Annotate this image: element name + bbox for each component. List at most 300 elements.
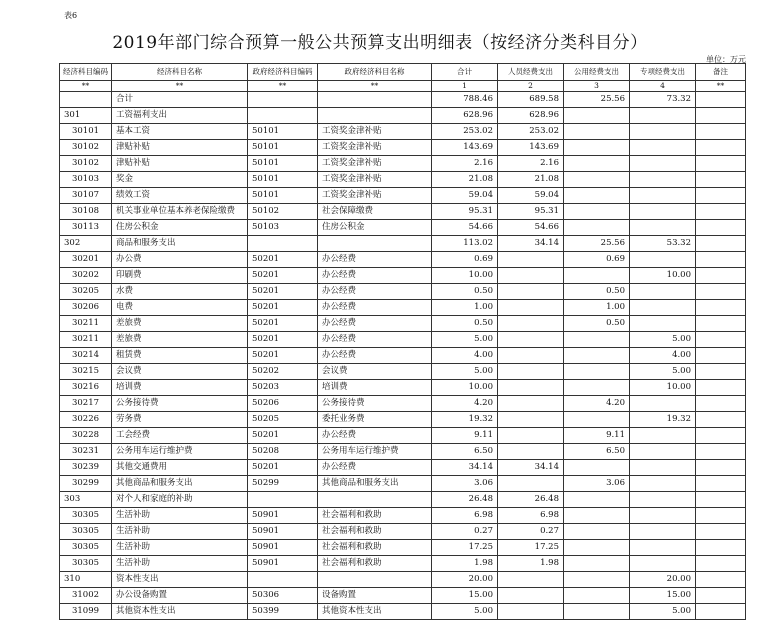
cell-public xyxy=(564,572,630,588)
cell-gov-code: 50306 xyxy=(248,588,318,604)
cell-code: 30205 xyxy=(60,284,112,300)
budget-table xyxy=(59,63,746,620)
cell-note xyxy=(696,364,746,380)
cell-special: 20.00 xyxy=(630,572,696,588)
cell-total: 4.20 xyxy=(432,396,498,412)
cell-gov-code: 50201 xyxy=(248,428,318,444)
cell-total: 6.50 xyxy=(432,444,498,460)
cell-special xyxy=(630,540,696,556)
cell-note xyxy=(696,316,746,332)
cell-name: 合计 xyxy=(112,92,248,108)
cell-gov-name: 工资奖金津补贴 xyxy=(318,188,432,204)
cell-special xyxy=(630,140,696,156)
cell-name: 公务用车运行维护费 xyxy=(112,444,248,460)
cell-note xyxy=(696,268,746,284)
cell-gov-name: 培训费 xyxy=(318,380,432,396)
cell-note xyxy=(696,332,746,348)
header-cell-gov-name: 政府经济科目名称 xyxy=(318,64,432,81)
cell-total: 3.06 xyxy=(432,476,498,492)
cell-total: 10.00 xyxy=(432,268,498,284)
cell-gov-code: 50201 xyxy=(248,284,318,300)
cell-public: 1.00 xyxy=(564,300,630,316)
cell-note xyxy=(696,604,746,620)
cell-personnel xyxy=(498,428,564,444)
cell-code: 30101 xyxy=(60,124,112,140)
cell-personnel: 1.98 xyxy=(498,556,564,572)
cell-gov-code xyxy=(248,108,318,124)
cell-note xyxy=(696,348,746,364)
cell-gov-code: 50101 xyxy=(248,140,318,156)
cell-note xyxy=(696,556,746,572)
cell-note xyxy=(696,156,746,172)
table-row xyxy=(60,588,746,604)
page-title: 2019年部门综合预算一般公共预算支出明细表（按经济分类科目分） xyxy=(112,33,648,53)
cell-code: 302 xyxy=(60,236,112,252)
cell-name: 资本性支出 xyxy=(112,572,248,588)
cell-gov-code: 50101 xyxy=(248,156,318,172)
cell-name: 绩效工资 xyxy=(112,188,248,204)
cell-code: 30108 xyxy=(60,204,112,220)
subheader-cell: 1 xyxy=(432,81,498,92)
cell-personnel xyxy=(498,364,564,380)
table-row xyxy=(60,380,746,396)
cell-name: 工会经费 xyxy=(112,428,248,444)
cell-public xyxy=(564,380,630,396)
table-row xyxy=(60,492,746,508)
cell-note xyxy=(696,188,746,204)
table-row xyxy=(60,412,746,428)
table-row xyxy=(60,284,746,300)
cell-personnel xyxy=(498,332,564,348)
cell-gov-code: 50901 xyxy=(248,508,318,524)
cell-special: 73.32 xyxy=(630,92,696,108)
cell-gov-code: 50101 xyxy=(248,188,318,204)
cell-special xyxy=(630,172,696,188)
cell-gov-code: 50101 xyxy=(248,124,318,140)
cell-special xyxy=(630,316,696,332)
table-body xyxy=(60,92,746,620)
cell-special: 10.00 xyxy=(630,268,696,284)
cell-special xyxy=(630,284,696,300)
cell-personnel: 59.04 xyxy=(498,188,564,204)
cell-code: 30231 xyxy=(60,444,112,460)
cell-name: 津贴补贴 xyxy=(112,156,248,172)
cell-gov-code: 50206 xyxy=(248,396,318,412)
cell-name: 差旅费 xyxy=(112,316,248,332)
cell-gov-code: 50201 xyxy=(248,316,318,332)
table-row xyxy=(60,476,746,492)
cell-special xyxy=(630,124,696,140)
cell-gov-code: 50103 xyxy=(248,220,318,236)
cell-personnel: 6.98 xyxy=(498,508,564,524)
cell-name: 办公费 xyxy=(112,252,248,268)
table-row xyxy=(60,124,746,140)
cell-code: 30305 xyxy=(60,508,112,524)
table-row xyxy=(60,572,746,588)
table-row xyxy=(60,316,746,332)
cell-gov-code: 50205 xyxy=(248,412,318,428)
subheader-row xyxy=(60,81,746,92)
cell-public: 25.56 xyxy=(564,92,630,108)
cell-code: 310 xyxy=(60,572,112,588)
cell-code: 30211 xyxy=(60,316,112,332)
cell-code: 30299 xyxy=(60,476,112,492)
cell-public: 6.50 xyxy=(564,444,630,460)
cell-note xyxy=(696,204,746,220)
cell-gov-name: 设备购置 xyxy=(318,588,432,604)
header-cell-personnel: 人员经费支出 xyxy=(498,64,564,81)
cell-name: 奖金 xyxy=(112,172,248,188)
subheader-cell: 2 xyxy=(498,81,564,92)
cell-code: 30217 xyxy=(60,396,112,412)
cell-name: 电费 xyxy=(112,300,248,316)
cell-note xyxy=(696,588,746,604)
table-row xyxy=(60,556,746,572)
cell-gov-name: 社会福利和救助 xyxy=(318,508,432,524)
cell-code: 30305 xyxy=(60,556,112,572)
cell-special xyxy=(630,156,696,172)
table-row xyxy=(60,92,746,108)
cell-gov-name: 会议费 xyxy=(318,364,432,380)
cell-code: 30226 xyxy=(60,412,112,428)
cell-public: 0.50 xyxy=(564,316,630,332)
cell-personnel xyxy=(498,348,564,364)
table-row xyxy=(60,204,746,220)
cell-personnel: 26.48 xyxy=(498,492,564,508)
cell-gov-code: 50208 xyxy=(248,444,318,460)
cell-public xyxy=(564,220,630,236)
cell-total: 5.00 xyxy=(432,604,498,620)
cell-note xyxy=(696,412,746,428)
cell-name: 生活补助 xyxy=(112,524,248,540)
cell-gov-name: 办公经费 xyxy=(318,300,432,316)
cell-note xyxy=(696,300,746,316)
cell-name: 对个人和家庭的补助 xyxy=(112,492,248,508)
cell-special xyxy=(630,524,696,540)
cell-public: 0.69 xyxy=(564,252,630,268)
subheader-cell: 3 xyxy=(564,81,630,92)
cell-gov-code: 50901 xyxy=(248,556,318,572)
cell-gov-code: 50201 xyxy=(248,460,318,476)
table-row xyxy=(60,508,746,524)
cell-gov-name: 办公经费 xyxy=(318,428,432,444)
cell-personnel xyxy=(498,284,564,300)
cell-gov-name: 办公经费 xyxy=(318,252,432,268)
cell-name: 基本工资 xyxy=(112,124,248,140)
header-cell-public: 公用经费支出 xyxy=(564,64,630,81)
cell-name: 商品和服务支出 xyxy=(112,236,248,252)
cell-name: 住房公积金 xyxy=(112,220,248,236)
cell-gov-name: 公务接待费 xyxy=(318,396,432,412)
cell-gov-code: 50901 xyxy=(248,540,318,556)
header-cell-gov-code: 政府经济科目编码 xyxy=(248,64,318,81)
cell-code: 30103 xyxy=(60,172,112,188)
cell-public xyxy=(564,604,630,620)
cell-special: 5.00 xyxy=(630,332,696,348)
cell-total: 4.00 xyxy=(432,348,498,364)
cell-gov-code xyxy=(248,92,318,108)
cell-code: 30201 xyxy=(60,252,112,268)
cell-total: 17.25 xyxy=(432,540,498,556)
cell-special xyxy=(630,444,696,460)
cell-name: 租赁费 xyxy=(112,348,248,364)
header-cell-special: 专项经费支出 xyxy=(630,64,696,81)
cell-gov-name: 办公经费 xyxy=(318,316,432,332)
subheader-cell: ** xyxy=(60,81,112,92)
cell-public xyxy=(564,364,630,380)
cell-name: 其他交通费用 xyxy=(112,460,248,476)
cell-personnel xyxy=(498,572,564,588)
cell-note xyxy=(696,140,746,156)
cell-total: 113.02 xyxy=(432,236,498,252)
cell-gov-code: 50201 xyxy=(248,300,318,316)
cell-gov-name: 公务用车运行维护费 xyxy=(318,444,432,460)
cell-total: 21.08 xyxy=(432,172,498,188)
cell-note xyxy=(696,380,746,396)
cell-total: 59.04 xyxy=(432,188,498,204)
cell-gov-code: 50299 xyxy=(248,476,318,492)
cell-total: 628.96 xyxy=(432,108,498,124)
cell-personnel xyxy=(498,476,564,492)
cell-note xyxy=(696,124,746,140)
cell-personnel: 2.16 xyxy=(498,156,564,172)
cell-special xyxy=(630,220,696,236)
cell-gov-name xyxy=(318,492,432,508)
cell-code: 30215 xyxy=(60,364,112,380)
cell-personnel: 689.58 xyxy=(498,92,564,108)
subheader-cell: ** xyxy=(318,81,432,92)
cell-total: 0.50 xyxy=(432,316,498,332)
cell-gov-name: 办公经费 xyxy=(318,284,432,300)
table-row xyxy=(60,172,746,188)
cell-code: 30206 xyxy=(60,300,112,316)
cell-public xyxy=(564,204,630,220)
cell-gov-name: 办公经费 xyxy=(318,332,432,348)
table-row xyxy=(60,108,746,124)
table-row xyxy=(60,348,746,364)
cell-personnel xyxy=(498,300,564,316)
cell-gov-code: 50102 xyxy=(248,204,318,220)
header-cell-note: 备注 xyxy=(696,64,746,81)
cell-note xyxy=(696,92,746,108)
cell-total: 10.00 xyxy=(432,380,498,396)
cell-gov-name xyxy=(318,236,432,252)
cell-gov-name: 委托业务费 xyxy=(318,412,432,428)
table-row xyxy=(60,236,746,252)
cell-personnel xyxy=(498,268,564,284)
cell-code: 30228 xyxy=(60,428,112,444)
cell-note xyxy=(696,492,746,508)
cell-name: 差旅费 xyxy=(112,332,248,348)
cell-gov-code: 50399 xyxy=(248,604,318,620)
subheader-cell: ** xyxy=(248,81,318,92)
cell-name: 其他资本性支出 xyxy=(112,604,248,620)
cell-total: 5.00 xyxy=(432,332,498,348)
cell-code: 30239 xyxy=(60,460,112,476)
cell-special xyxy=(630,108,696,124)
cell-public xyxy=(564,348,630,364)
cell-gov-code: 50201 xyxy=(248,332,318,348)
cell-personnel xyxy=(498,588,564,604)
cell-code: 30102 xyxy=(60,156,112,172)
cell-special: 15.00 xyxy=(630,588,696,604)
cell-public xyxy=(564,556,630,572)
cell-gov-code: 50201 xyxy=(248,268,318,284)
cell-gov-name: 工资奖金津补贴 xyxy=(318,156,432,172)
cell-public: 0.50 xyxy=(564,284,630,300)
cell-gov-name xyxy=(318,92,432,108)
cell-gov-name: 社会福利和救助 xyxy=(318,524,432,540)
table-row xyxy=(60,300,746,316)
cell-personnel: 95.31 xyxy=(498,204,564,220)
cell-note xyxy=(696,428,746,444)
cell-special: 4.00 xyxy=(630,348,696,364)
cell-personnel xyxy=(498,412,564,428)
table-row xyxy=(60,188,746,204)
cell-gov-name: 工资奖金津补贴 xyxy=(318,140,432,156)
cell-public: 3.06 xyxy=(564,476,630,492)
cell-public xyxy=(564,492,630,508)
cell-gov-code: 50202 xyxy=(248,364,318,380)
cell-name: 生活补助 xyxy=(112,540,248,556)
cell-total: 143.69 xyxy=(432,140,498,156)
cell-total: 5.00 xyxy=(432,364,498,380)
table-row xyxy=(60,444,746,460)
cell-gov-name: 办公经费 xyxy=(318,268,432,284)
cell-gov-code xyxy=(248,492,318,508)
cell-note xyxy=(696,444,746,460)
table-number-tag: 表6 xyxy=(64,11,78,20)
cell-total: 34.14 xyxy=(432,460,498,476)
cell-code xyxy=(60,92,112,108)
cell-personnel: 34.14 xyxy=(498,460,564,476)
cell-note xyxy=(696,524,746,540)
cell-total: 95.31 xyxy=(432,204,498,220)
cell-name: 办公设备购置 xyxy=(112,588,248,604)
cell-public xyxy=(564,508,630,524)
header-cell-total: 合计 xyxy=(432,64,498,81)
cell-name: 生活补助 xyxy=(112,556,248,572)
cell-gov-code xyxy=(248,236,318,252)
cell-gov-name: 社会保障缴费 xyxy=(318,204,432,220)
cell-gov-name: 工资奖金津补贴 xyxy=(318,172,432,188)
cell-note xyxy=(696,572,746,588)
subheader-cell: ** xyxy=(112,81,248,92)
cell-total: 0.50 xyxy=(432,284,498,300)
cell-name: 生活补助 xyxy=(112,508,248,524)
cell-gov-code: 50201 xyxy=(248,348,318,364)
cell-note xyxy=(696,508,746,524)
cell-special xyxy=(630,252,696,268)
cell-special xyxy=(630,428,696,444)
unit-label: 单位：万元 xyxy=(706,55,746,64)
cell-code: 303 xyxy=(60,492,112,508)
table-row xyxy=(60,604,746,620)
cell-gov-name: 其他商品和服务支出 xyxy=(318,476,432,492)
cell-special: 53.32 xyxy=(630,236,696,252)
cell-name: 工资福利支出 xyxy=(112,108,248,124)
cell-gov-name: 其他资本性支出 xyxy=(318,604,432,620)
cell-note xyxy=(696,252,746,268)
cell-personnel: 143.69 xyxy=(498,140,564,156)
table-row xyxy=(60,268,746,284)
header-row xyxy=(60,64,746,81)
table-row xyxy=(60,396,746,412)
table-row xyxy=(60,460,746,476)
cell-code: 30214 xyxy=(60,348,112,364)
cell-special xyxy=(630,492,696,508)
cell-public: 25.56 xyxy=(564,236,630,252)
cell-personnel: 0.27 xyxy=(498,524,564,540)
cell-total: 0.27 xyxy=(432,524,498,540)
cell-personnel: 54.66 xyxy=(498,220,564,236)
cell-public xyxy=(564,332,630,348)
cell-special: 5.00 xyxy=(630,604,696,620)
table-row xyxy=(60,364,746,380)
cell-total: 1.98 xyxy=(432,556,498,572)
subheader-cell: ** xyxy=(696,81,746,92)
cell-note xyxy=(696,476,746,492)
cell-public xyxy=(564,124,630,140)
cell-total: 54.66 xyxy=(432,220,498,236)
cell-note xyxy=(696,396,746,412)
header-cell-name: 经济科目名称 xyxy=(112,64,248,81)
cell-total: 26.48 xyxy=(432,492,498,508)
cell-total: 1.00 xyxy=(432,300,498,316)
cell-special xyxy=(630,476,696,492)
cell-total: 6.98 xyxy=(432,508,498,524)
cell-public xyxy=(564,588,630,604)
cell-total: 9.11 xyxy=(432,428,498,444)
cell-code: 31099 xyxy=(60,604,112,620)
cell-total: 15.00 xyxy=(432,588,498,604)
cell-name: 公务接待费 xyxy=(112,396,248,412)
cell-public xyxy=(564,140,630,156)
cell-name: 其他商品和服务支出 xyxy=(112,476,248,492)
cell-name: 劳务费 xyxy=(112,412,248,428)
cell-special xyxy=(630,556,696,572)
cell-note xyxy=(696,172,746,188)
cell-gov-name xyxy=(318,108,432,124)
table-row xyxy=(60,540,746,556)
cell-public: 9.11 xyxy=(564,428,630,444)
cell-code: 301 xyxy=(60,108,112,124)
cell-note xyxy=(696,108,746,124)
cell-personnel: 34.14 xyxy=(498,236,564,252)
cell-special xyxy=(630,204,696,220)
cell-code: 30202 xyxy=(60,268,112,284)
cell-code: 30211 xyxy=(60,332,112,348)
cell-gov-code: 50101 xyxy=(248,172,318,188)
cell-personnel xyxy=(498,316,564,332)
cell-personnel xyxy=(498,604,564,620)
table-row xyxy=(60,220,746,236)
cell-personnel: 628.96 xyxy=(498,108,564,124)
table-row xyxy=(60,156,746,172)
cell-gov-name: 办公经费 xyxy=(318,460,432,476)
cell-note xyxy=(696,236,746,252)
cell-name: 水费 xyxy=(112,284,248,300)
cell-total: 2.16 xyxy=(432,156,498,172)
table-row xyxy=(60,524,746,540)
cell-name: 培训费 xyxy=(112,380,248,396)
cell-note xyxy=(696,540,746,556)
cell-name: 机关事业单位基本养老保险缴费 xyxy=(112,204,248,220)
table-row xyxy=(60,252,746,268)
cell-gov-name xyxy=(318,572,432,588)
cell-gov-code: 50901 xyxy=(248,524,318,540)
cell-note xyxy=(696,220,746,236)
